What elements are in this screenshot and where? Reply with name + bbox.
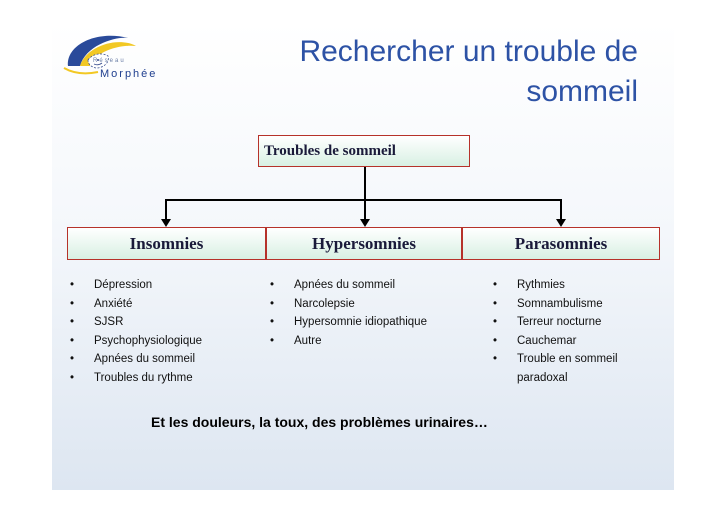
- page-title-line2: sommeil: [526, 75, 638, 108]
- footer-note: Et les douleurs, la toux, des problèmes urinaires…: [151, 414, 488, 430]
- logo-subtitle: Réseau: [93, 58, 126, 64]
- list-item: • Psychophysiologique: [70, 334, 203, 347]
- arrow-insomnies: [161, 219, 171, 227]
- list-item: • Autre: [270, 334, 322, 347]
- arrow-parasomnies: [556, 219, 566, 227]
- list-item: • Hypersomnie idiopathique: [270, 316, 427, 328]
- list-item: • Apnées du sommeil: [270, 279, 395, 291]
- category-box-insomnies: Insomnies: [67, 227, 266, 260]
- list-item: • Troubles du rythme: [70, 371, 193, 384]
- connector-trunk: [364, 167, 366, 200]
- list-item: • Terreur nocturne: [493, 316, 602, 328]
- parasomnies-list: [489, 276, 649, 387]
- logo-name: Morphée: [100, 68, 158, 80]
- insomnies-list: [66, 276, 256, 387]
- list-item: • Anxiété: [70, 297, 133, 310]
- connector-right: [560, 199, 562, 219]
- list-item: • Apnées du sommeil: [70, 353, 195, 365]
- page-title: [200, 32, 638, 112]
- page-title-line1: Rechercher un trouble de: [299, 35, 638, 68]
- connector-left: [165, 199, 167, 219]
- hypersomnies-list: [266, 276, 456, 350]
- arrow-hypersomnies: [360, 219, 370, 227]
- root-box: Troubles de sommeil: [258, 135, 470, 167]
- list-item: • Somnambulisme: [493, 297, 603, 310]
- list-item: • Narcolepsie: [270, 297, 355, 310]
- list-item: • Cauchemar: [493, 334, 577, 347]
- connector-middle: [364, 199, 366, 219]
- list-item: • Rythmies: [493, 279, 565, 291]
- list-item: • SJSR: [70, 316, 124, 328]
- category-box-hypersomnies: Hypersomnies: [266, 227, 462, 260]
- category-box-parasomnies: Parasomnies: [462, 227, 660, 260]
- list-item: • Dépression: [70, 279, 153, 291]
- list-item: • Trouble en sommeil paradoxal: [493, 353, 618, 384]
